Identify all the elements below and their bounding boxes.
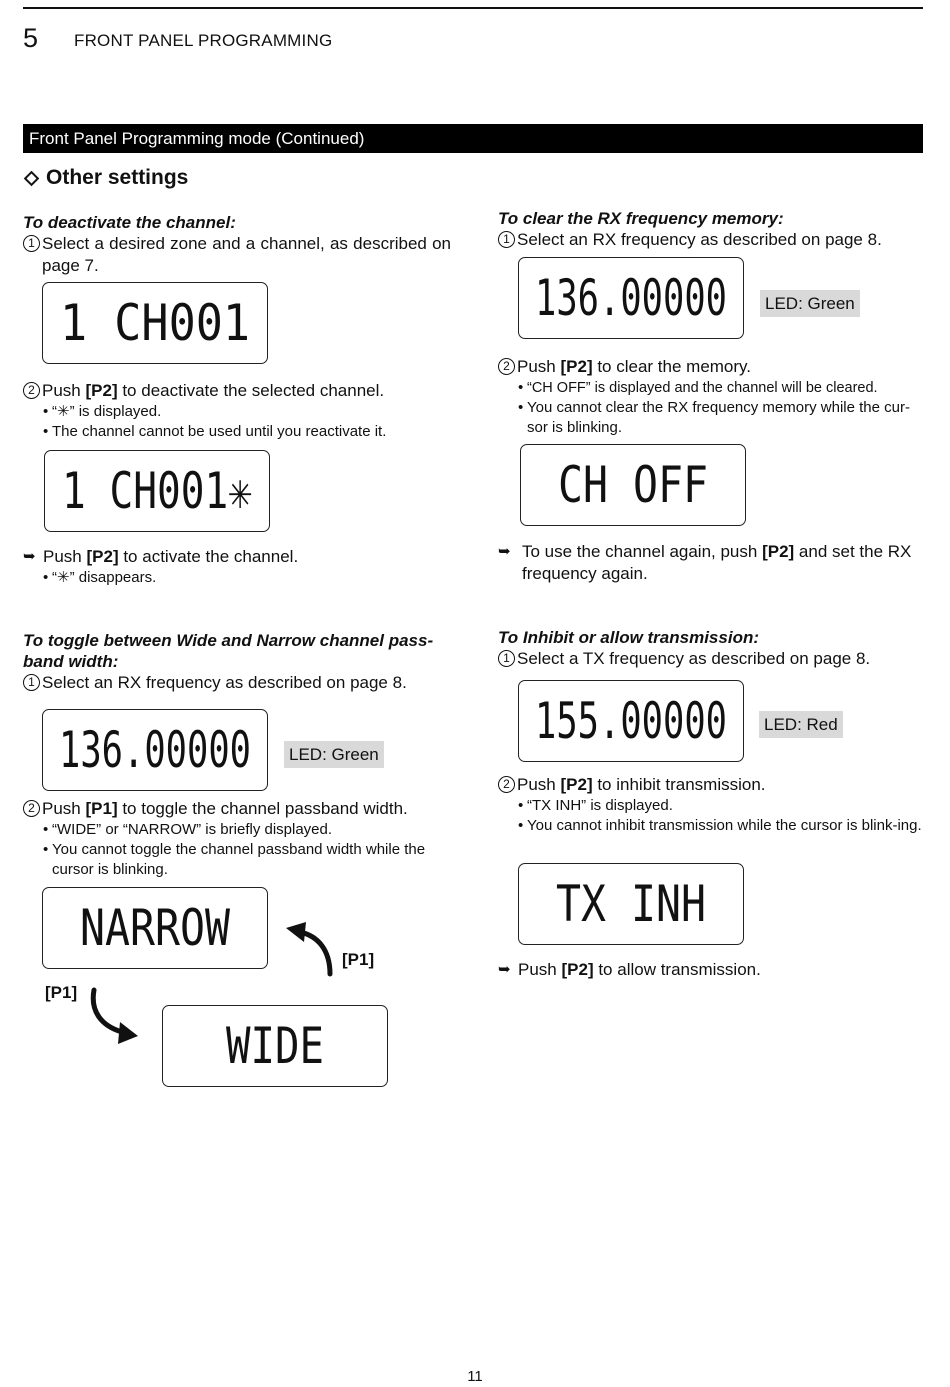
page-number: 11: [467, 1368, 483, 1385]
arrow-step: [23, 546, 451, 568]
lcd-text: 155.00000: [535, 692, 727, 750]
step-text: To use the channel again, push: [522, 542, 763, 561]
procedure-title: To Inhibit or allow transmission:: [498, 628, 759, 647]
key-label: [P2]: [561, 960, 594, 979]
lcd-display: [518, 863, 744, 945]
lcd-text: 136.00000: [59, 721, 251, 779]
key-label: [P1]: [45, 983, 78, 1002]
chapter-number: 5: [23, 23, 39, 53]
key-label: [P1]: [85, 799, 118, 818]
top-rule: [23, 7, 923, 9]
key-label: [P2]: [85, 381, 118, 400]
arrow-right-icon: ➥: [498, 961, 511, 978]
step-number: 1: [498, 231, 515, 248]
step-1: [23, 672, 451, 694]
step-number: 2: [23, 382, 40, 399]
step-number: 1: [498, 650, 515, 667]
lcd-text: 1 CH001: [60, 294, 250, 352]
subsection-heading: [23, 165, 188, 191]
arrow-right-icon: ➥: [498, 543, 511, 560]
step-text: Push: [517, 357, 561, 376]
procedure-title: To toggle between Wide and Narrow channel pass-band width:: [23, 631, 434, 671]
step-2: [498, 774, 926, 796]
step-text: Select an RX frequency as described on page 8.: [517, 230, 882, 249]
led-indicator: LED: Red: [759, 711, 843, 738]
inhibit-step-2: [498, 774, 926, 836]
step-text: Push: [42, 381, 86, 400]
lcd-display: [518, 257, 744, 339]
step-text: to toggle the channel passband width.: [117, 799, 408, 818]
lcd-display: [42, 282, 268, 364]
lcd-display: [42, 887, 268, 969]
diamond-icon: [24, 170, 40, 186]
bullet-item: • “TX INH” is displayed.: [518, 797, 673, 814]
lcd-display: [518, 680, 744, 762]
step-2: [23, 380, 451, 402]
step-1: [498, 229, 926, 251]
chapter-title: FRONT PANEL PROGRAMMING: [74, 31, 333, 50]
lcd-text: WIDE: [226, 1017, 324, 1075]
key-label: [P2]: [86, 547, 119, 566]
deactivate-reactivate: [23, 546, 451, 588]
led-indicator: LED: Green: [760, 290, 860, 317]
step-text: Push: [42, 799, 86, 818]
procedure-title: To clear the RX frequency memory:: [498, 209, 784, 228]
step-number: 2: [23, 800, 40, 817]
deactivate-step-2: [23, 380, 451, 442]
clear-rx-procedure: [498, 208, 926, 251]
toggle-width-step-2: [23, 798, 451, 880]
curved-arrow-icon: [282, 920, 342, 980]
lcd-text: CH OFF: [558, 456, 708, 514]
bullet-item: • “✳” disappears.: [43, 569, 157, 586]
key-label: [P2]: [762, 542, 795, 561]
step-1: [23, 233, 451, 277]
bullet-item: • “✳” is displayed.: [43, 403, 162, 420]
step-text: to deactivate the selected channel.: [117, 381, 385, 400]
key-label: [P2]: [560, 775, 593, 794]
step-number: 2: [498, 358, 515, 375]
bullet-item: • “WIDE” or “NARROW” is briefly displayed.: [43, 821, 333, 838]
lcd-display: [520, 444, 746, 526]
lcd-display: [162, 1005, 388, 1087]
inhibit-allow: [498, 959, 926, 981]
deactivate-procedure: [23, 212, 451, 277]
step-number: 1: [23, 235, 40, 252]
step-text: Push: [517, 775, 561, 794]
step-text: Push: [518, 960, 562, 979]
bullet-item: • You cannot toggle the channel passband width while the cursor is blinking.: [43, 841, 426, 878]
step-text: to allow transmission.: [593, 960, 761, 979]
procedure-title: To deactivate the channel:: [23, 213, 236, 232]
bullet-item: • You cannot inhibit transmission while the cursor is blink-ing.: [518, 817, 922, 834]
bullet-item: • You cannot clear the RX frequency memory while the cur-sor is blinking.: [518, 399, 910, 436]
lcd-text: TX INH: [556, 875, 706, 933]
lcd-display: [44, 450, 270, 532]
section-bar: Front Panel Programming mode (Continued): [23, 124, 923, 153]
lcd-text: NARROW: [80, 899, 231, 957]
arrow-step: [498, 959, 926, 981]
step-number: 1: [23, 674, 40, 691]
lcd-text: 1 CH001✳: [62, 462, 252, 520]
key-label: [P1]: [342, 950, 375, 969]
clear-rx-reuse: [498, 541, 926, 585]
step-text: to inhibit transmission.: [592, 775, 766, 794]
step-text: Select a TX frequency as described on page 8.: [517, 649, 871, 668]
subsection-title: Other settings: [46, 166, 189, 189]
step-text: Push: [43, 547, 87, 566]
led-indicator: LED: Green: [284, 741, 384, 768]
inhibit-procedure: [498, 627, 926, 670]
step-1: [498, 648, 926, 670]
step-text: to activate the channel.: [118, 547, 299, 566]
arrow-step: [498, 541, 926, 585]
arrow-right-icon: ➥: [23, 548, 36, 565]
lcd-display: [42, 709, 268, 791]
step-2: [498, 356, 926, 378]
step-text: Select a desired zone and a channel, as described on page 7.: [42, 234, 451, 275]
step-number: 2: [498, 776, 515, 793]
step-2: [23, 798, 451, 820]
bullet-item: • “CH OFF” is displayed and the channel will be cleared.: [518, 379, 878, 396]
curved-arrow-icon: [84, 984, 144, 1046]
step-text: Select an RX frequency as described on page 8.: [42, 673, 407, 692]
lcd-text: 136.00000: [535, 269, 727, 327]
bullet-item: • The channel cannot be used until you reactivate it.: [43, 423, 387, 440]
key-label: [P2]: [560, 357, 593, 376]
clear-rx-step-2: [498, 356, 926, 438]
toggle-width-procedure: [23, 630, 451, 694]
step-text: and set the RX frequency again.: [522, 542, 912, 583]
step-text: to clear the memory.: [592, 357, 752, 376]
